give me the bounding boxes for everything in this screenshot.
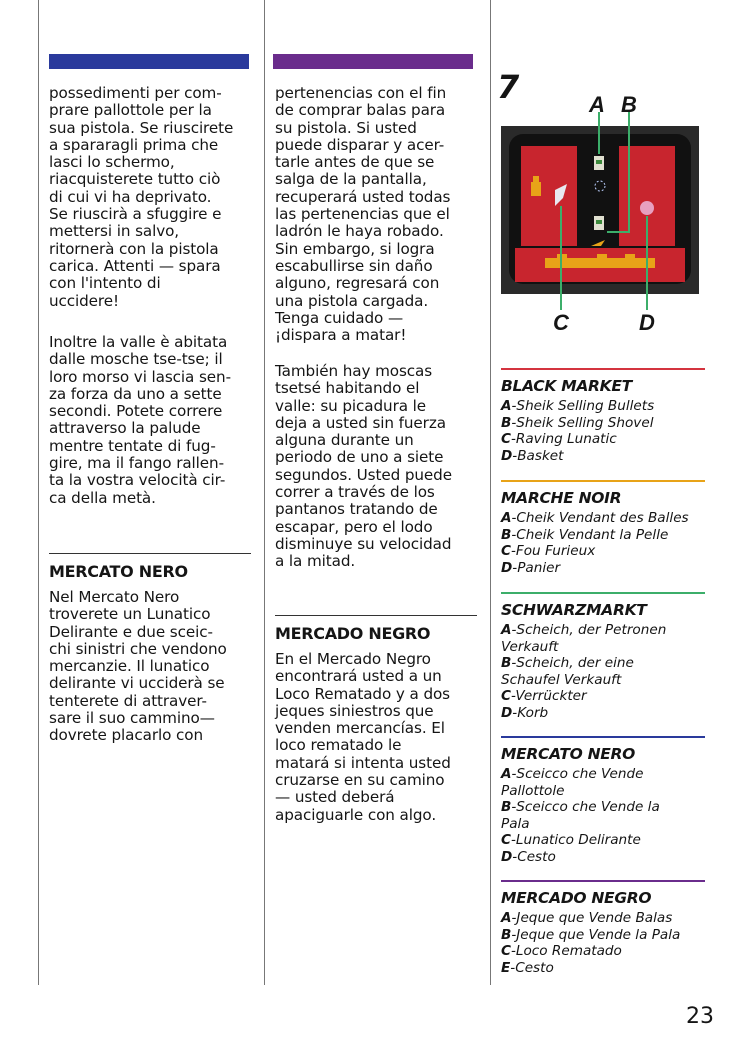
legend-item-text: -Raving Lunatic: [510, 431, 617, 448]
legend-item-letter: A: [501, 398, 512, 414]
legend-item-text: -Cesto: [512, 848, 556, 865]
legend-item: [501, 543, 707, 560]
legend-item-letter: A: [501, 622, 512, 638]
section-rule: [49, 553, 251, 554]
spanish-column: [264, 0, 491, 985]
legend-block: [501, 880, 707, 976]
legend-rule: [501, 368, 705, 370]
italian-market-paragraph: Nel Mercato Nero troverete un Lunatico Delirante e due sceic- chi sinistri che vendono mercanzie. Il lunatico delirante vi ucciderà se tenterete di attraver- sare il suo cammino— dovrete placarlo con: [49, 588, 227, 745]
legend-item: [501, 766, 707, 799]
legend-item-letter: C: [501, 688, 511, 705]
legend-item-letter: A: [501, 510, 512, 526]
legend-item-letter: B: [501, 414, 512, 431]
label-d: D: [639, 310, 655, 330]
legend-item-text: -Basket: [512, 447, 564, 464]
spanish-tsetse-paragraph: También hay moscas tsetsé habitando el valle: su picadura le deja a usted sin fuerza alguna durante un periodo de uno a siete segundos. Usted puede correr a través de los pantanos tratando de escapar, pero el lodo disminuye su velocidad a la mitad.: [275, 362, 452, 571]
legend-item-text: -Panier: [512, 559, 561, 576]
legend-item: [501, 527, 707, 544]
legend-item-letter: A: [501, 766, 512, 782]
legend-item: [501, 560, 707, 577]
legend-rule: [501, 880, 705, 882]
legend-item-letter: D: [501, 559, 513, 576]
legend-item-letter: B: [501, 526, 512, 543]
label-a: A: [589, 94, 605, 117]
figure-number: 7: [497, 68, 519, 106]
legend-title: SCHWARZMARKT: [501, 601, 647, 619]
legend-item-text: -Sceicco che Vende la Pala: [501, 799, 660, 832]
legend-title: MERCATO NERO: [501, 745, 636, 763]
legend-item-text: -Korb: [512, 704, 549, 721]
legend-item: [501, 688, 707, 705]
basket-sprite: [640, 201, 654, 215]
legend-item: [501, 705, 707, 722]
legend-item-text: -Jeque que Vende Balas: [511, 910, 673, 926]
figure-column: [490, 0, 713, 985]
legend-block: [501, 592, 707, 722]
italian-section-heading: MERCATO NERO: [49, 562, 188, 581]
legend-item-letter: C: [501, 431, 511, 448]
legend-rule: [501, 736, 705, 738]
italian-intro-paragraph: possedimenti per com- prare pallottole per la sua pistola. Se riuscirete a spararagli prima che lasci lo schermo, riacquisterete tutto ciò di cui vi ha deprivato. Se riuscirà a sfuggire e mettersi in salvo, ritornerà con la pistola carica. Attenti — spara con l'intento di uccidere!: [49, 84, 234, 310]
legend-item: [501, 832, 707, 849]
label-c: C: [553, 310, 569, 330]
legend-item-letter: E: [501, 959, 511, 976]
legend-item: [501, 622, 707, 655]
legend-block: [501, 480, 707, 576]
legend-item-letter: D: [501, 447, 513, 464]
legend-rule: [501, 592, 705, 594]
legend-block: [501, 736, 707, 866]
legend-item: [501, 910, 707, 927]
legend-item-text: -Loco Rematado: [510, 943, 622, 960]
legend-item-text: -Sheik Selling Bullets: [511, 398, 655, 414]
legend-item-text: -Cheik Vendant la Pelle: [511, 526, 669, 543]
legend-title: BLACK MARKET: [501, 377, 632, 395]
player-sprite: [531, 182, 541, 196]
legend-item-text: -Lunatico Delirante: [510, 832, 641, 849]
legend-item-letter: D: [501, 704, 513, 721]
section-rule: [275, 615, 477, 616]
italian-column: [38, 0, 265, 985]
legend-title: MERCADO NEGRO: [501, 889, 652, 907]
spanish-intro-paragraph: pertenencias con el fin de comprar balas para su pistola. Si usted puede disparar y acer- tarle antes de que se salga de la pantalla, recuperará usted todas las pertenencias que el ladrón le haya robado. Sin embargo, si logra escabullirse sin daño alguno, regresará con una pistola cargada. Tenga cuidado — ¡dispara a matar!: [275, 84, 451, 345]
legend-item-text: -Verrückter: [510, 688, 587, 705]
legend-item-text: -Cesto: [510, 959, 554, 976]
left-room: [521, 146, 577, 246]
legend-item-letter: B: [501, 655, 512, 672]
legend-item: [501, 960, 707, 977]
legend-item: [501, 510, 707, 527]
legend-item: [501, 415, 707, 432]
black-market-screenshot: [501, 94, 701, 330]
legend-item-letter: A: [501, 910, 512, 926]
legend-item-letter: B: [501, 799, 512, 816]
spanish-market-paragraph: En el Mercado Negro encontrará usted a un Loco Rematado y a dos jeques siniestros que venden mercancías. El loco rematado le matará si intenta usted cruzarse en su camino — usted deberá apaciguarle con algo.: [275, 650, 451, 824]
legend-item: [501, 849, 707, 866]
legend-item-text: -Sceicco che Vende Pallottole: [501, 766, 644, 799]
legend-item: [501, 927, 707, 944]
legend-item-letter: C: [501, 832, 511, 849]
legend-item: [501, 448, 707, 465]
purple-header-bar: [273, 54, 473, 69]
legend-item: [501, 655, 707, 688]
italian-tsetse-paragraph: Inoltre la valle è abitata dalle mosche tse-tse; il loro morso vi lascia sen- za forza da uno a sette secondi. Potete correre attraverso la palude mentre tentate di fug- gire, ma il fango rallen- ta la vostra velocità cir- ca della metà.: [49, 333, 231, 507]
legend-item-text: -Scheich, der Petronen Verkauft: [501, 622, 667, 655]
legend-item-text: -Cheik Vendant des Balles: [511, 510, 689, 526]
legend-item-text: -Jeque que Vende la Pala: [511, 926, 681, 943]
page-number: 23: [686, 1004, 714, 1029]
legend-item-letter: D: [501, 848, 513, 865]
legend-item-letter: C: [501, 943, 511, 960]
legend-block: [501, 368, 707, 464]
blue-header-bar: [49, 54, 249, 69]
legend-rule: [501, 480, 705, 482]
legend-item-text: -Fou Furieux: [510, 543, 596, 560]
label-b: B: [621, 94, 637, 117]
legend-item: [501, 943, 707, 960]
legend-item-text: -Sheik Selling Shovel: [511, 414, 654, 431]
spanish-section-heading: MERCADO NEGRO: [275, 624, 431, 643]
legend-item: [501, 398, 707, 415]
legend-title: MARCHE NOIR: [501, 489, 622, 507]
legend-item: [501, 799, 707, 832]
legend-item: [501, 431, 707, 448]
legend-item-letter: B: [501, 926, 512, 943]
legend-item-letter: C: [501, 543, 511, 560]
legend-item-text: -Scheich, der eine Schaufel Verkauft: [501, 655, 634, 688]
